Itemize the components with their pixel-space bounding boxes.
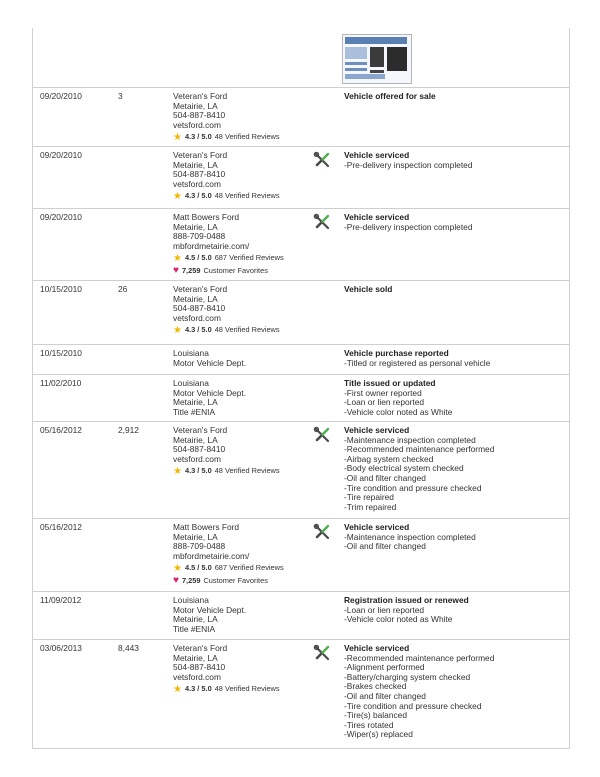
record-date: 11/09/2012 [40,595,82,605]
favorites-count: 7,259 [181,265,201,275]
dealer-rating[interactable] [173,466,313,476]
source-line: Metairie, LA [173,614,218,625]
comment-item: -Oil and filter changed [344,541,426,552]
comment-item: -Vehicle color noted as White [344,614,453,625]
record-comments [344,151,564,170]
star-icon: ★ [173,562,182,574]
record-date: 09/20/2010 [40,212,82,222]
source-line: Louisiana [173,348,209,358]
star-icon: ★ [173,324,182,336]
source-website-link[interactable]: vetsford.com [173,453,221,464]
record-comments [344,349,564,368]
comment-item: -Tire condition and pressure checked [344,700,482,711]
comment-item: -Recommended maintenance performed [344,444,495,455]
history-record [32,374,570,422]
source-website-link[interactable]: vetsford.com [173,119,221,130]
star-icon: ★ [173,131,182,143]
comment-title: Vehicle serviced [344,522,410,532]
star-icon: ★ [173,465,182,477]
wrench-screwdriver-icon [313,151,331,169]
source-line: Veteran's Ford [173,643,228,653]
rating-score: 4.5 / 5.0 [184,253,212,263]
customer-favorites [173,266,313,276]
record-date: 03/06/2013 [40,643,82,653]
wrench-screwdriver-icon [313,644,331,662]
rating-reviews: 48 Verified Reviews [214,191,280,201]
comment-item: -Alignment performed [344,662,425,673]
source-line: Title #ENIA [173,623,216,634]
dealer-rating[interactable] [173,132,313,142]
wrench-screwdriver-icon [313,523,331,541]
source-website-link[interactable]: mbfordmetairie.com/ [173,240,250,251]
source-line: 504-887-8410 [173,303,226,314]
record-source [173,213,313,276]
comment-item: -Recommended maintenance performed [344,652,495,663]
rating-score: 4.3 / 5.0 [184,684,212,694]
record-source [173,92,313,142]
record-source [173,349,313,368]
source-line: Motor Vehicle Dept. [173,604,247,615]
comment-item: -Loan or lien reported [344,604,425,615]
record-source [173,596,313,634]
source-line: Matt Bowers Ford [173,522,240,532]
comment-item: -Tire repaired [344,492,394,503]
source-line: Louisiana [173,378,209,388]
comment-title: Vehicle serviced [344,212,410,222]
comment-item: -Brakes checked [344,681,407,692]
record-odometer: 3 [118,91,123,101]
comment-item: -Oil and filter changed [344,472,426,483]
record-comments [344,285,564,295]
record-source [173,151,313,201]
dealer-rating[interactable] [173,253,313,263]
comment-item: -Maintenance inspection completed [344,531,476,542]
source-line: Title #ENIA [173,406,216,417]
rating-score: 4.3 / 5.0 [184,325,212,335]
comment-title: Vehicle serviced [344,425,410,435]
rating-reviews: 48 Verified Reviews [214,466,280,476]
source-line: Veteran's Ford [173,284,228,294]
comment-title: Registration issued or renewed [344,595,469,605]
rating-score: 4.3 / 5.0 [184,191,212,201]
record-odometer: 26 [118,284,128,294]
source-line: Metairie, LA [173,221,218,232]
comment-title: Vehicle offered for sale [344,91,436,101]
favorites-label: Customer Favorites [203,265,268,275]
source-line: Motor Vehicle Dept. [173,387,247,398]
history-record [32,280,570,345]
source-line: Matt Bowers Ford [173,212,240,222]
comment-item: -Tire(s) balanced [344,710,407,721]
source-line: Motor Vehicle Dept. [173,357,247,368]
record-comments [344,213,564,232]
source-line: Veteran's Ford [173,425,228,435]
history-table [32,28,570,748]
heart-icon: ♥ [173,575,179,587]
record-date: 10/15/2010 [40,284,82,294]
favorites-label: Customer Favorites [203,575,268,585]
source-line: 888-709-0488 [173,541,226,552]
history-record [32,146,570,209]
dealer-rating[interactable] [173,684,313,694]
history-record [32,421,570,519]
window-sticker-cell [32,28,570,88]
comment-item: -Loan or lien reported [344,397,425,408]
source-line: Metairie, LA [173,531,218,542]
rating-score: 4.3 / 5.0 [184,132,212,142]
comment-title: Vehicle serviced [344,150,410,160]
record-source [173,523,313,586]
favorites-count: 7,259 [181,575,201,585]
record-odometer: 8,443 [118,643,139,653]
source-line: 504-887-8410 [173,110,226,121]
source-line: Veteran's Ford [173,150,228,160]
record-date: 10/15/2010 [40,348,82,358]
comment-item: -Tire condition and pressure checked [344,482,482,493]
star-icon: ★ [173,683,182,695]
source-line: Metairie, LA [173,100,218,111]
record-date: 11/02/2010 [40,378,82,388]
record-comments [344,379,564,417]
source-line: Metairie, LA [173,652,218,663]
rating-reviews: 687 Verified Reviews [214,563,284,573]
rating-reviews: 48 Verified Reviews [214,132,280,142]
source-line: Louisiana [173,595,209,605]
comment-item: -Maintenance inspection completed [344,434,476,445]
rating-score: 4.3 / 5.0 [184,466,212,476]
star-icon: ★ [173,252,182,264]
source-line: Metairie, LA [173,159,218,170]
comment-item: -Pre-delivery inspection completed [344,221,473,232]
comment-item: -Oil and filter changed [344,690,426,701]
record-comments [344,92,564,102]
source-website-link[interactable]: mbfordmetairie.com/ [173,550,250,561]
record-comments [344,596,564,625]
star-icon: ★ [173,190,182,202]
comment-item: -Vehicle color noted as White [344,406,453,417]
comment-title: Vehicle purchase reported [344,348,449,358]
source-line: Veteran's Ford [173,91,228,101]
history-record [32,208,570,281]
source-line: 504-887-8410 [173,444,226,455]
rating-reviews: 48 Verified Reviews [214,684,280,694]
source-line: Metairie, LA [173,434,218,445]
record-date: 09/20/2010 [40,150,82,160]
rating-score: 4.5 / 5.0 [184,563,212,573]
record-source [173,379,313,417]
wrench-screwdriver-icon [313,213,331,231]
record-date: 05/16/2012 [40,522,82,532]
comment-item: -Airbag system checked [344,453,434,464]
record-comments [344,523,564,552]
source-line: Metairie, LA [173,397,218,408]
heart-icon: ♥ [173,265,179,277]
dealer-rating[interactable] [173,563,313,573]
comment-title: Vehicle sold [344,284,393,294]
comment-item: -Pre-delivery inspection completed [344,159,473,170]
record-odometer: 2,912 [118,425,139,435]
comment-item: -Trim repaired [344,501,397,512]
comment-title: Title issued or updated [344,378,436,388]
comment-item: -Battery/charging system checked [344,671,471,682]
dealer-rating[interactable] [173,191,313,201]
history-record [32,591,570,640]
record-date: 05/16/2012 [40,425,82,435]
comment-title: Vehicle serviced [344,643,410,653]
record-source [173,644,313,694]
source-website-link[interactable]: vetsford.com [173,178,221,189]
history-record [32,518,570,592]
record-source [173,285,313,335]
comment-item: -First owner reported [344,387,422,398]
history-record [32,639,570,749]
comment-item: -Tires rotated [344,719,394,730]
source-line: 504-887-8410 [173,169,226,180]
window-sticker-thumbnail[interactable] [342,34,412,84]
source-line: 888-709-0488 [173,231,226,242]
source-line: 504-887-8410 [173,662,226,673]
record-comments [344,644,564,740]
rating-reviews: 687 Verified Reviews [214,253,284,263]
source-website-link[interactable]: vetsford.com [173,312,221,323]
customer-favorites [173,576,313,586]
dealer-rating[interactable] [173,325,313,335]
record-source [173,426,313,476]
record-comments [344,426,564,512]
history-record [32,344,570,375]
rating-reviews: 48 Verified Reviews [214,325,280,335]
comment-item: -Titled or registered as personal vehicle [344,357,491,368]
source-line: Metairie, LA [173,293,218,304]
comment-item: -Wiper(s) replaced [344,729,413,740]
history-record [32,87,570,147]
comment-item: -Body electrical system checked [344,463,464,474]
source-website-link[interactable]: vetsford.com [173,671,221,682]
record-date: 09/20/2010 [40,91,82,101]
wrench-screwdriver-icon [313,426,331,444]
